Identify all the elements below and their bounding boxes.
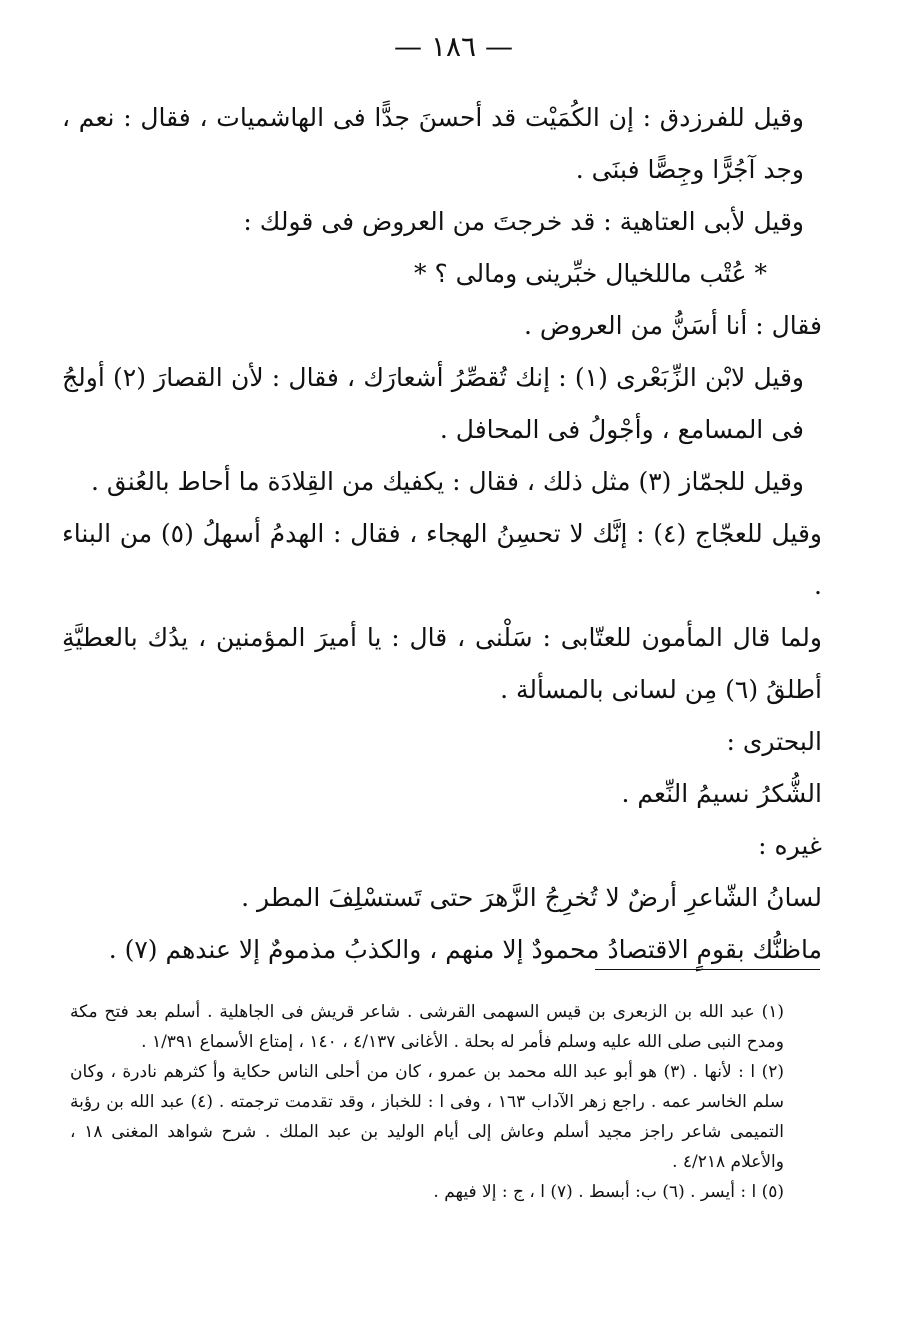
footnote-separator bbox=[595, 969, 820, 970]
paragraph-ajjaj: وقيل للعجّاج (٤) : إنَّك لا تحسِنُ الهجاء ، فقال : الهدمُ أسهلُ (٥) من البناء . bbox=[62, 519, 822, 600]
main-text bbox=[62, 92, 822, 976]
paragraph-abul-atahiya: وقيل لأبى العتاهية : قد خرجتَ من العروض فى قولك : bbox=[243, 207, 804, 236]
paragraph-farazdaq: وقيل للفرزدق : إن الكُمَيْت قد أحسنَ جدًّا فى الهاشميات ، فقال : نعم ، وجد آجُرًّا وجِصًّا فبنَى . bbox=[62, 103, 804, 184]
footnote-5-7: (٥) ا : أيسر . (٦) ب: أبسط . (٧) ا ، ج : إلا فيهم . bbox=[433, 1182, 784, 1202]
verse-line: * عُتْب ماللخيال خبِّرينى ومالى ؟ * bbox=[414, 259, 767, 288]
paragraph-jammaz: وقيل للجمّاز (٣) مثل ذلك ، فقال : يكفيك من القِلادَة ما أحاط بالعُنق . bbox=[91, 467, 804, 496]
label-other: غيره : bbox=[758, 831, 822, 860]
saying-moderation: ماظنُّك بقومٍ الاقتصادُ محمودٌ إلا منهم ، والكذبُ مذمومٌ إلا عندهم (٧) . bbox=[108, 935, 822, 964]
footnotes bbox=[70, 997, 822, 1207]
paragraph-ibn-zibara: وقيل لابْن الزِّبَعْرى (١) : إنك تُقصِّرُ أشعارَك ، فقال : لأن القصارَ (٢) أولجُ فى المسامع ، وأجْولُ فى المحافل . bbox=[62, 363, 805, 444]
saying-poet-tongue: لسانُ الشّاعرِ أرضٌ لا تُخرِجُ الزَّهرَ حتى تَستسْلِفَ المطر . bbox=[241, 883, 822, 912]
saying-buhturi: الشُّكرُ نسيمُ النِّعم . bbox=[621, 779, 822, 808]
paragraph-reply: فقال : أنا أسَنُّ من العروض . bbox=[523, 311, 822, 340]
footnote-1: (١) عبد الله بن الزبعرى بن قيس السهمى القرشى . شاعر قريش فى الجاهلية . أسلم بعد فتح مكة ومدح النبى صلى الله عليه وسلم فأمر له بحلة . الأغانى ٤/١٣٧ ، ١٤٠ ، إمتاع الأسماع ١/٣٩١ . bbox=[70, 1002, 784, 1052]
label-buhturi: البحترى : bbox=[726, 727, 822, 756]
paragraph-mamun: ولما قال المأمون للعتّابى : سَلْنى ، قال : يا أميرَ المؤمنين ، يدُك بالعطيَّةِ أطلقُ (٦) مِن لسانى بالمسألة . bbox=[62, 623, 822, 704]
page-number: — ١٨٦ — bbox=[394, 30, 513, 63]
footnote-2-4: (٢) ا : لأنها . (٣) هو أبو عبد الله محمد بن عمرو ، كان من أحلى الناس حكاية وأ كثرهم نادرة ، وكان سلم الخاسر عمه . راجع زهر الآداب ١٦٣ ، وفى ا : للخباز ، وقد تقدمت ترجمته . (٤) عبد الله بن رؤبة التميمى شاعر راجز مجيد أسلم وعاش إلى أيام الوليد بن عبد الملك . شرح شواهد المغنى ١٨ ، والأعلام ٤/٢١٨ . bbox=[70, 1062, 785, 1172]
